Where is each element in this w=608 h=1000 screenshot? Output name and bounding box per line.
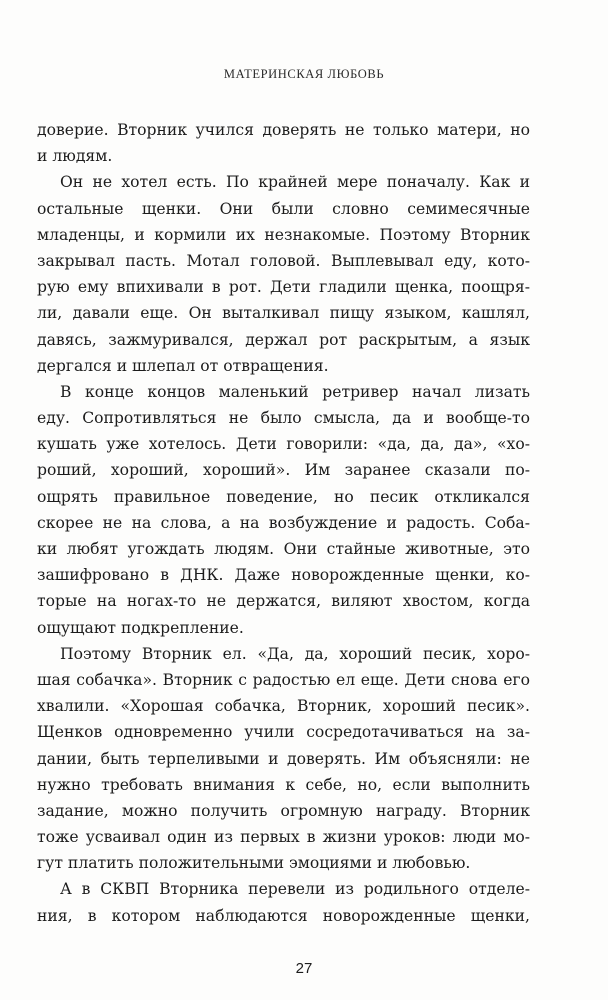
text-line: дергался и шлепал от отвращения. — [37, 356, 329, 375]
text-line: роший, хороший, хороший». Им заранее сказали по- — [37, 461, 530, 480]
text-line: Он не хотел есть. По крайней мере поначалу. Как и — [60, 173, 530, 192]
text-line: и людям. — [37, 147, 113, 166]
text-line: доверие. Вторник учился доверять не только матери, но — [37, 121, 530, 139]
text-line: Щенков одновременно учили сосредотачиваться на за- — [37, 723, 530, 742]
text-line: младенцы, и кормили их незнакомые. Поэтому Вторник — [37, 225, 530, 244]
text-line: закрывал пасть. Мотал головой. Выплевывал еду, кото- — [37, 251, 530, 270]
text-line: тоже усваивал один из первых в жизни уроков: люди мо- — [37, 828, 530, 847]
text-line: еду. Сопротивляться не было смысла, да и вообще-то — [37, 409, 530, 428]
text-line: ощущают подкрепление. — [37, 618, 244, 637]
text-line: В конце концов маленький ретривер начал лизать — [60, 382, 530, 401]
text-line: хвалили. «Хорошая собачка, Вторник, хороший песик». — [37, 697, 530, 716]
text-line: остальные щенки. Они были словно семимесячные — [37, 199, 530, 218]
text-line: дании, быть терпеливыми и доверять. Им объясняли: не — [37, 749, 530, 768]
text-line: зашифровано в ДНК. Даже новорожденные щенки, ко- — [37, 566, 530, 585]
text-line: давясь, зажмуривался, держал рот раскрытым, а язык — [37, 330, 530, 349]
text-line: задание, можно получить огромную награду. Вторник — [37, 801, 530, 820]
running-head: МАТЕРИНСКАЯ ЛЮБОВЬ — [223, 67, 385, 81]
text-line: нужно требовать внимания к себе, но, если выполнить — [37, 775, 530, 794]
text-line: А в СКВП Вторника перевели из родильного отделе- — [60, 880, 530, 899]
text-line: скорее не на слова, а на возбуждение и радость. Соба- — [37, 513, 530, 532]
text-line: торые на ногах-то не держатся, виляют хвостом, когда — [37, 592, 530, 611]
text-line: кушать уже хотелось. Дети говорили: «да, да, да», «хо- — [37, 435, 530, 454]
text-line: Поэтому Вторник ел. «Да, да, хороший песик, хоро- — [60, 644, 530, 663]
text-line: ощрять правильное поведение, но песик откликался — [37, 487, 530, 506]
text-line: гут платить положительными эмоциями и любовью. — [37, 854, 471, 873]
page-number: 27 — [295, 960, 313, 977]
text-line: ли, давали еще. Он выталкивал пищу языком, кашлял, — [37, 304, 530, 323]
body-text — [37, 117, 530, 929]
text-line: ки любят угождать людям. Они стайные животные, это — [37, 540, 530, 558]
text-line: шая собачка». Вторник с радостью ел еще. Дети снова его — [37, 670, 530, 689]
text-line: рую ему впихивали в рот. Дети гладили щенка, поощря- — [37, 278, 530, 297]
text-line: ния, в котором наблюдаются новорожденные щенки, — [37, 906, 530, 925]
